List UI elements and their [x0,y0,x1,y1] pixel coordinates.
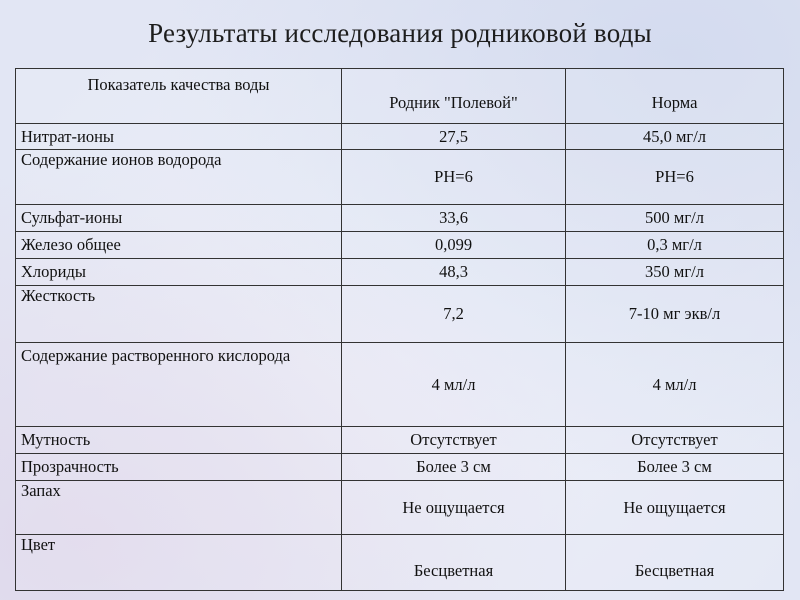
row-spring-value: 7,2 [342,286,566,343]
table-row [16,232,784,259]
row-name: Содержание ионов водорода [16,150,342,205]
row-spring-value: 0,099 [342,232,566,259]
table-row [16,427,784,454]
table-row [16,150,784,205]
row-spring-value: 33,6 [342,205,566,232]
page-title: Результаты исследования родниковой воды [148,18,652,48]
row-name: Железо общее [16,232,342,259]
water-quality-table [15,68,784,591]
row-name: Нитрат-ионы [16,124,342,150]
row-norm-value: Более 3 см [566,454,784,481]
table-row [16,259,784,286]
row-spring-value: 4 мл/л [342,343,566,427]
table-row [16,481,784,535]
row-name: Сульфат-ионы [16,205,342,232]
row-norm-value: 4 мл/л [566,343,784,427]
table-row [16,535,784,591]
header-spring: Родник "Полевой" [342,69,566,124]
row-name: Мутность [16,427,342,454]
header-indicator: Показатель качества воды [16,69,342,124]
row-spring-value: 27,5 [342,124,566,150]
row-norm-value: РН=6 [566,150,784,205]
row-name: Цвет [16,535,342,591]
row-norm-value: 500 мг/л [566,205,784,232]
row-spring-value: РН=6 [342,150,566,205]
row-norm-value: 7-10 мг экв/л [566,286,784,343]
table-row [16,286,784,343]
row-spring-value: Отсутствует [342,427,566,454]
row-name: Хлориды [16,259,342,286]
table-header-row [16,69,784,124]
row-spring-value: Не ощущается [342,481,566,535]
row-spring-value: Более 3 см [342,454,566,481]
row-name: Содержание растворенного кислорода [16,343,342,427]
row-name: Прозрачность [16,454,342,481]
row-norm-value: Бесцветная [566,535,784,591]
table-row [16,205,784,232]
row-norm-value: 350 мг/л [566,259,784,286]
table-row [16,343,784,427]
row-spring-value: Бесцветная [342,535,566,591]
row-spring-value: 48,3 [342,259,566,286]
row-norm-value: 45,0 мг/л [566,124,784,150]
row-norm-value: Не ощущается [566,481,784,535]
row-norm-value: 0,3 мг/л [566,232,784,259]
table-row [16,454,784,481]
table-row [16,124,784,150]
row-name: Запах [16,481,342,535]
row-norm-value: Отсутствует [566,427,784,454]
row-name: Жесткость [16,286,342,343]
header-norm: Норма [566,69,784,124]
